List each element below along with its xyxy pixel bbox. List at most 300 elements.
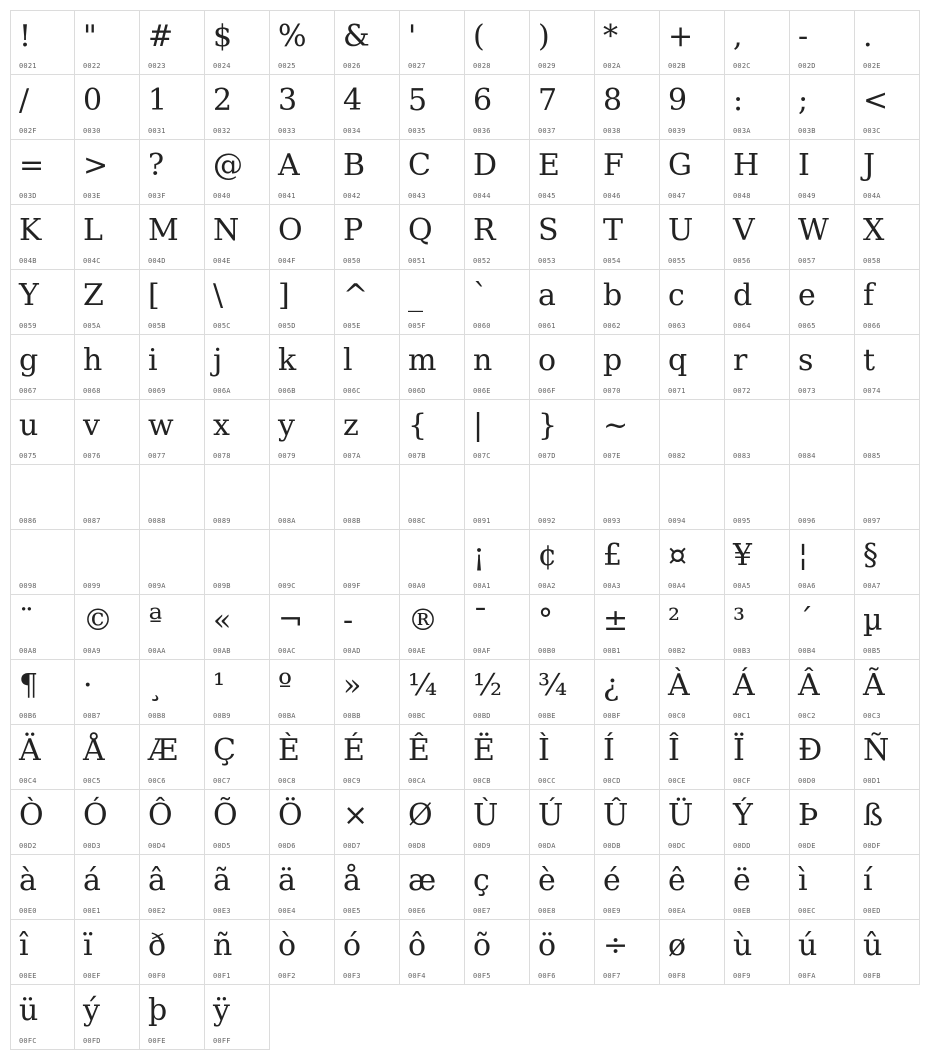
glyph-code-label: 00E8 (538, 907, 556, 915)
glyph-character: A (278, 148, 300, 183)
glyph-cell (75, 270, 140, 335)
glyph-code-label: 00ED (863, 907, 881, 915)
glyph-character: ë (733, 863, 751, 898)
glyph-cell (335, 400, 400, 465)
glyph-code-label: 005D (278, 322, 296, 330)
glyph-code-label: 007B (408, 452, 426, 460)
glyph-cell (140, 790, 205, 855)
glyph-character: ö (538, 928, 557, 963)
glyph-character: Î (668, 733, 680, 768)
glyph-cell (790, 855, 855, 920)
glyph-cell (660, 400, 725, 465)
glyph-code-label: 00D6 (278, 842, 296, 850)
glyph-cell (595, 725, 660, 790)
glyph-code-label: 0093 (603, 517, 621, 525)
glyph-character: À (668, 668, 690, 703)
glyph-character: ° (538, 603, 553, 638)
glyph-code-label: 006F (538, 387, 556, 395)
glyph-character: º (278, 668, 293, 703)
glyph-cell (465, 725, 530, 790)
glyph-code-label: 00FF (213, 1037, 231, 1045)
glyph-code-label: 00EA (668, 907, 686, 915)
glyph-cell (335, 465, 400, 530)
glyph-character: ¹ (213, 668, 226, 703)
glyph-character: ¿ (603, 668, 620, 703)
glyph-code-label: 0047 (668, 192, 686, 200)
glyph-cell (335, 530, 400, 595)
glyph-cell (400, 855, 465, 920)
glyph-character: È (278, 733, 300, 768)
glyph-cell (205, 985, 270, 1050)
glyph-character: Ó (83, 798, 108, 833)
glyph-cell (400, 595, 465, 660)
glyph-code-label: 0094 (668, 517, 686, 525)
glyph-cell (530, 205, 595, 270)
glyph-character: { (408, 408, 428, 443)
glyph-cell (855, 790, 920, 855)
glyph-character: p (603, 343, 623, 378)
glyph-cell (75, 725, 140, 790)
glyph-character: b (603, 278, 623, 313)
glyph-code-label: 00FD (83, 1037, 101, 1045)
glyph-code-label: 009F (343, 582, 361, 590)
glyph-character: < (863, 83, 889, 118)
glyph-character: Ö (278, 798, 303, 833)
glyph-code-label: 00B2 (668, 647, 686, 655)
glyph-character: ô (408, 928, 427, 963)
glyph-cell (75, 205, 140, 270)
glyph-character: Ò (19, 798, 44, 833)
glyph-code-label: 0083 (733, 452, 751, 460)
glyph-code-label: 00BB (343, 712, 361, 720)
glyph-cell (270, 75, 335, 140)
glyph-code-label: 0061 (538, 322, 556, 330)
glyph-code-label: 0063 (668, 322, 686, 330)
glyph-code-label: 0070 (603, 387, 621, 395)
glyph-cell (400, 725, 465, 790)
glyph-cell (855, 465, 920, 530)
glyph-cell (205, 335, 270, 400)
glyph-cell (855, 140, 920, 205)
glyph-cell (140, 335, 205, 400)
glyph-character: L (83, 213, 103, 248)
glyph-character: £ (603, 538, 623, 573)
glyph-cell (530, 725, 595, 790)
glyph-code-label: 0078 (213, 452, 231, 460)
glyph-character: Ç (213, 733, 236, 768)
glyph-code-label: 0058 (863, 257, 881, 265)
glyph-character: & (343, 19, 370, 54)
glyph-character: - (798, 19, 809, 54)
glyph-character: q (668, 343, 688, 378)
glyph-character: @ (213, 148, 243, 183)
glyph-code-label: 00E9 (603, 907, 621, 915)
glyph-character: ! (19, 19, 32, 54)
glyph-code-label: 009A (148, 582, 166, 590)
glyph-code-label: 00A4 (668, 582, 686, 590)
glyph-cell (725, 595, 790, 660)
glyph-character: è (538, 863, 556, 898)
glyph-character: % (278, 19, 307, 54)
glyph-cell (400, 140, 465, 205)
glyph-character: * (603, 19, 618, 54)
glyph-code-label: 009C (278, 582, 296, 590)
glyph-cell (400, 660, 465, 725)
glyph-cell (530, 140, 595, 205)
glyph-code-label: 0046 (603, 192, 621, 200)
glyph-code-label: 00DF (863, 842, 881, 850)
glyph-code-label: 0040 (213, 192, 231, 200)
glyph-code-label: 0029 (538, 62, 556, 70)
glyph-code-label: 003B (798, 127, 816, 135)
glyph-code-label: 00DA (538, 842, 556, 850)
glyph-cell (465, 335, 530, 400)
glyph-cell (660, 140, 725, 205)
glyph-cell (270, 725, 335, 790)
glyph-code-label: 00B4 (798, 647, 816, 655)
glyph-cell (270, 335, 335, 400)
glyph-cell (790, 205, 855, 270)
glyph-code-label: 00BE (538, 712, 556, 720)
glyph-code-label: 0023 (148, 62, 166, 70)
glyph-character: ; (798, 83, 809, 118)
glyph-character: Â (798, 668, 820, 703)
glyph-cell (205, 205, 270, 270)
glyph-cell (75, 75, 140, 140)
glyph-code-label: 00E3 (213, 907, 231, 915)
glyph-character: ¾ (538, 668, 568, 703)
glyph-code-label: 00A2 (538, 582, 556, 590)
glyph-code-label: 00F9 (733, 972, 751, 980)
glyph-cell (400, 75, 465, 140)
glyph-code-label: 00E2 (148, 907, 166, 915)
glyph-cell (465, 75, 530, 140)
glyph-character: ý (83, 993, 100, 1028)
glyph-character: ü (19, 993, 39, 1028)
glyph-cell (10, 725, 75, 790)
glyph-cell (855, 400, 920, 465)
glyph-character: c (668, 278, 685, 313)
glyph-cell (400, 465, 465, 530)
glyph-code-label: 0091 (473, 517, 491, 525)
glyph-code-label: 004E (213, 257, 231, 265)
glyph-character: ø (668, 928, 687, 963)
glyph-code-label: 0066 (863, 322, 881, 330)
glyph-character: ³ (733, 603, 746, 638)
glyph-character: ê (668, 863, 686, 898)
glyph-code-label: 0025 (278, 62, 296, 70)
glyph-character: J (863, 148, 876, 183)
glyph-cell (75, 660, 140, 725)
glyph-cell (530, 270, 595, 335)
glyph-cell (725, 400, 790, 465)
glyph-character: y (278, 408, 295, 443)
glyph-code-label: 0072 (733, 387, 751, 395)
glyph-cell (595, 595, 660, 660)
glyph-code-label: 0022 (83, 62, 101, 70)
glyph-cell (270, 920, 335, 985)
glyph-cell (270, 790, 335, 855)
glyph-cell (530, 335, 595, 400)
glyph-cell (270, 465, 335, 530)
glyph-code-label: 00FA (798, 972, 816, 980)
glyph-character: Ñ (863, 733, 890, 768)
glyph-character: Ý (733, 798, 753, 833)
glyph-code-label: 005C (213, 322, 231, 330)
glyph-cell (400, 790, 465, 855)
glyph-character: ¤ (668, 538, 688, 573)
glyph-character: ï (83, 928, 93, 963)
glyph-cell (790, 400, 855, 465)
glyph-code-label: 0050 (343, 257, 361, 265)
glyph-character: Y (19, 278, 39, 313)
glyph-character: ñ (213, 928, 233, 963)
glyph-code-label: 0042 (343, 192, 361, 200)
glyph-code-label: 00EB (733, 907, 751, 915)
glyph-character: µ (863, 603, 883, 638)
glyph-character: N (213, 213, 240, 248)
glyph-character: õ (473, 928, 492, 963)
glyph-code-label: 004A (863, 192, 881, 200)
glyph-cell (400, 10, 465, 75)
glyph-cell (140, 855, 205, 920)
glyph-code-label: 0065 (798, 322, 816, 330)
glyph-character: 8 (603, 83, 623, 118)
glyph-code-label: 004B (19, 257, 37, 265)
glyph-code-label: 0062 (603, 322, 621, 330)
glyph-character: B (343, 148, 366, 183)
glyph-cell (660, 10, 725, 75)
glyph-code-label: 00C9 (343, 777, 361, 785)
glyph-character: k (278, 343, 297, 378)
glyph-code-label: 00CF (733, 777, 751, 785)
glyph-character: ¬ (278, 603, 304, 638)
glyph-cell (595, 920, 660, 985)
glyph-character: ã (213, 863, 231, 898)
glyph-cell (205, 725, 270, 790)
glyph-character: ù (733, 928, 753, 963)
glyph-code-label: 008A (278, 517, 296, 525)
glyph-code-label: 00F6 (538, 972, 556, 980)
glyph-code-label: 00BD (473, 712, 491, 720)
glyph-code-label: 008C (408, 517, 426, 525)
glyph-cell (595, 335, 660, 400)
glyph-character: 1 (148, 83, 168, 118)
glyph-cell (595, 660, 660, 725)
glyph-character: Ë (473, 733, 495, 768)
glyph-cell (465, 400, 530, 465)
glyph-character: : (733, 83, 744, 118)
glyph-code-label: 007A (343, 452, 361, 460)
glyph-character: â (148, 863, 166, 898)
glyph-code-label: 00F4 (408, 972, 426, 980)
glyph-code-label: 005E (343, 322, 361, 330)
glyph-code-label: 00C5 (83, 777, 101, 785)
glyph-character: Ø (408, 798, 433, 833)
glyph-cell (140, 725, 205, 790)
glyph-code-label: 00EE (19, 972, 37, 980)
glyph-cell (10, 595, 75, 660)
glyph-code-label: 007C (473, 452, 491, 460)
glyph-character: ® (408, 603, 438, 638)
glyph-cell (725, 530, 790, 595)
glyph-code-label: 00D8 (408, 842, 426, 850)
glyph-cell (400, 205, 465, 270)
glyph-cell (595, 10, 660, 75)
glyph-character: o (538, 343, 557, 378)
glyph-code-label: 0027 (408, 62, 426, 70)
glyph-code-label: 0051 (408, 257, 426, 265)
glyph-character: Ä (19, 733, 41, 768)
glyph-code-label: 004D (148, 257, 166, 265)
glyph-code-label: 00AE (408, 647, 426, 655)
glyph-code-label: 00A9 (83, 647, 101, 655)
glyph-character: 2 (213, 83, 233, 118)
glyph-code-label: 00A3 (603, 582, 621, 590)
glyph-code-label: 0074 (863, 387, 881, 395)
glyph-character: ` (473, 278, 488, 313)
glyph-code-label: 005F (408, 322, 426, 330)
glyph-cell (270, 400, 335, 465)
glyph-cell (205, 920, 270, 985)
glyph-code-label: 00C2 (798, 712, 816, 720)
glyph-cell (10, 335, 75, 400)
glyph-cell (400, 335, 465, 400)
glyph-code-label: 00D4 (148, 842, 166, 850)
glyph-character: 4 (343, 83, 363, 118)
glyph-character: z (343, 408, 359, 443)
glyph-character: j (213, 343, 223, 378)
glyph-cell (790, 660, 855, 725)
glyph-cell (140, 595, 205, 660)
glyph-cell (530, 595, 595, 660)
glyph-cell (10, 10, 75, 75)
glyph-character: Ú (538, 798, 564, 833)
glyph-code-label: 008B (343, 517, 361, 525)
glyph-cell (10, 790, 75, 855)
glyph-character: Ì (538, 733, 550, 768)
glyph-cell (270, 10, 335, 75)
glyph-character: 0 (83, 83, 103, 118)
glyph-character: ì (798, 863, 808, 898)
glyph-cell (335, 205, 400, 270)
glyph-character: ] (278, 278, 290, 313)
glyph-character: ´ (798, 603, 813, 638)
glyph-code-label: 0038 (603, 127, 621, 135)
glyph-code-label: 0041 (278, 192, 296, 200)
glyph-cell (465, 270, 530, 335)
glyph-cell (790, 75, 855, 140)
glyph-character: ½ (473, 668, 503, 703)
glyph-cell (335, 595, 400, 660)
glyph-code-label: 00C7 (213, 777, 231, 785)
glyph-code-label: 003E (83, 192, 101, 200)
glyph-code-label: 00AC (278, 647, 296, 655)
glyph-code-label: 0060 (473, 322, 491, 330)
glyph-cell (205, 75, 270, 140)
glyph-cell (465, 10, 530, 75)
glyph-character: x (213, 408, 230, 443)
glyph-code-label: 0092 (538, 517, 556, 525)
glyph-cell (10, 855, 75, 920)
glyph-cell (270, 140, 335, 205)
glyph-code-label: 00C1 (733, 712, 751, 720)
glyph-cell (725, 205, 790, 270)
glyph-character: v (83, 408, 100, 443)
glyph-cell (10, 270, 75, 335)
glyph-code-label: 00AA (148, 647, 166, 655)
glyph-code-label: 00F7 (603, 972, 621, 980)
glyph-code-label: 0085 (863, 452, 881, 460)
glyph-code-label: 0055 (668, 257, 686, 265)
glyph-code-label: 00F1 (213, 972, 231, 980)
glyph-code-label: 006D (408, 387, 426, 395)
glyph-cell (790, 270, 855, 335)
glyph-cell (530, 790, 595, 855)
glyph-cell (465, 140, 530, 205)
glyph-cell (465, 205, 530, 270)
glyph-cell (10, 140, 75, 205)
glyph-code-label: 003D (19, 192, 37, 200)
glyph-code-label: 00B5 (863, 647, 881, 655)
glyph-code-label: 002A (603, 62, 621, 70)
glyph-code-label: 00B3 (733, 647, 751, 655)
glyph-code-label: 00EF (83, 972, 101, 980)
glyph-character: M (148, 213, 179, 248)
glyph-character: » (343, 668, 362, 703)
glyph-cell (205, 660, 270, 725)
glyph-cell (140, 400, 205, 465)
glyph-cell (140, 660, 205, 725)
glyph-character: ÿ (213, 993, 230, 1028)
glyph-cell (855, 660, 920, 725)
glyph-character: / (19, 83, 30, 118)
glyph-cell (205, 10, 270, 75)
glyph-cell (10, 920, 75, 985)
glyph-cell (400, 270, 465, 335)
glyph-character: ç (473, 863, 490, 898)
glyph-cell (790, 790, 855, 855)
glyph-cell (270, 855, 335, 920)
glyph-code-label: 00EC (798, 907, 816, 915)
glyph-code-label: 00B6 (19, 712, 37, 720)
glyph-character: Ã (863, 668, 885, 703)
glyph-code-label: 00DE (798, 842, 816, 850)
glyph-character: P (343, 213, 364, 248)
glyph-code-label: 00FB (863, 972, 881, 980)
glyph-cell (465, 855, 530, 920)
glyph-code-label: 00F3 (343, 972, 361, 980)
glyph-character: R (473, 213, 496, 248)
glyph-cell (205, 140, 270, 205)
glyph-cell (75, 400, 140, 465)
glyph-cell (400, 530, 465, 595)
glyph-character: K (19, 213, 42, 248)
glyph-cell (725, 920, 790, 985)
glyph-character: å (343, 863, 361, 898)
glyph-cell (465, 595, 530, 660)
glyph-character: ª (148, 603, 163, 638)
glyph-cell (140, 530, 205, 595)
glyph-cell (595, 205, 660, 270)
glyph-cell (595, 465, 660, 530)
glyph-cell (140, 985, 205, 1050)
glyph-character: § (863, 538, 878, 573)
glyph-code-label: 0095 (733, 517, 751, 525)
glyph-code-label: 0077 (148, 452, 166, 460)
glyph-cell (660, 205, 725, 270)
glyph-code-label: 00F2 (278, 972, 296, 980)
